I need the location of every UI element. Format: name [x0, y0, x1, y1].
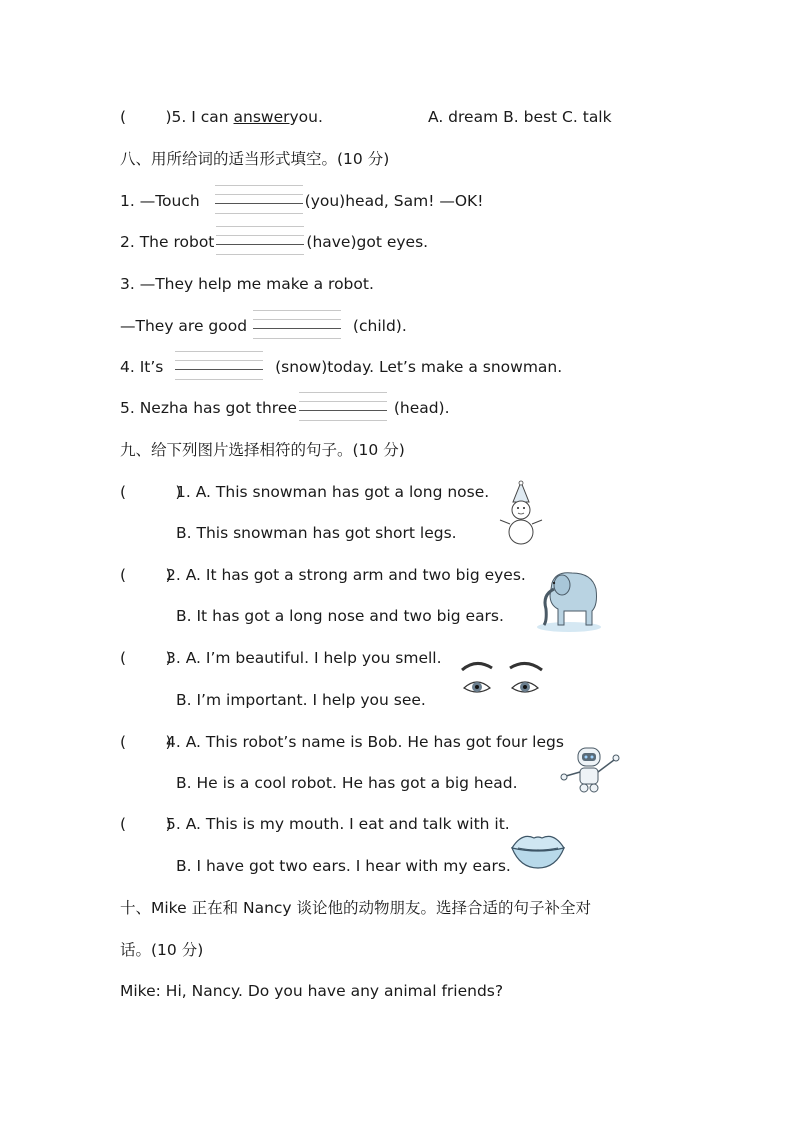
- fill-item-1: 1. —Touch (you)head, Sam! —OK!: [120, 189, 483, 213]
- picture-item-4-a: ( ) 4. A. This robot’s name is Bob. He has got four legs: [120, 733, 564, 751]
- fill-item-5: 5. Nezha has got three (head).: [120, 396, 450, 420]
- answer-paren[interactable]: ( ): [120, 108, 172, 126]
- answer-blank[interactable]: [253, 308, 341, 344]
- section-10-title-line1: 十、Mike 正在和 Nancy 谈论他的动物朋友。选择合适的句子补全对: [120, 899, 592, 917]
- underlined-word: answer: [233, 108, 290, 126]
- fill-item-4: 4. It’s (snow)today. Let’s make a snowman.: [120, 355, 562, 379]
- picture-item-1-a: ( ) 1. A. This snowman has got a long nose.: [120, 483, 490, 501]
- answer-blank[interactable]: [175, 349, 263, 385]
- lips-icon: [508, 828, 568, 872]
- answer-paren[interactable]: ( ): [120, 733, 172, 751]
- question-text: 5. I can: [171, 108, 234, 126]
- picture-item-4-b: B. He is a cool robot. He has got a big head.: [176, 774, 518, 792]
- question-5-row: [120, 105, 323, 129]
- picture-item-5-a: ( ) 5. A. This is my mouth. I eat and talk with it.: [120, 815, 510, 833]
- question-5-options: A. dream B. best C. talk: [428, 108, 612, 126]
- answer-paren[interactable]: ( ): [120, 649, 172, 667]
- question-text-end: you.: [289, 108, 323, 126]
- section-8-title: 八、用所给词的适当形式填空。(10 分): [120, 150, 390, 168]
- answer-blank[interactable]: [299, 390, 387, 426]
- picture-item-2-a: ( ) 2. A. It has got a strong arm and two big eyes.: [120, 566, 526, 584]
- picture-item-5-b: B. I have got two ears. I hear with my ears.: [176, 857, 511, 875]
- snowman-icon: [496, 480, 546, 546]
- picture-item-3-a: ( ) 3. A. I’m beautiful. I help you smell.: [120, 649, 442, 667]
- answer-blank[interactable]: [215, 183, 303, 219]
- section-9-title: 九、给下列图片选择相符的句子。(10 分): [120, 441, 405, 459]
- fill-item-3-prompt: 3. —They help me make a robot.: [120, 275, 374, 293]
- answer-blank[interactable]: [216, 224, 304, 260]
- robot-icon: [556, 744, 626, 794]
- answer-paren[interactable]: ( ): [120, 566, 172, 584]
- dialog-line-mike: Mike: Hi, Nancy. Do you have any animal friends?: [120, 982, 504, 1000]
- eyes-icon: [460, 660, 546, 700]
- answer-paren[interactable]: ( ): [120, 483, 182, 501]
- picture-item-3-b: B. I’m important. I help you see.: [176, 691, 426, 709]
- fill-item-2: 2. The robot (have)got eyes.: [120, 230, 428, 254]
- answer-paren[interactable]: ( ): [120, 815, 172, 833]
- fill-item-3: —They are good (child).: [120, 314, 407, 338]
- picture-item-2-b: B. It has got a long nose and two big ears.: [176, 607, 504, 625]
- section-10-title-line2: 话。(10 分): [120, 941, 204, 959]
- picture-item-1-b: B. This snowman has got short legs.: [176, 524, 457, 542]
- elephant-icon: [534, 565, 604, 633]
